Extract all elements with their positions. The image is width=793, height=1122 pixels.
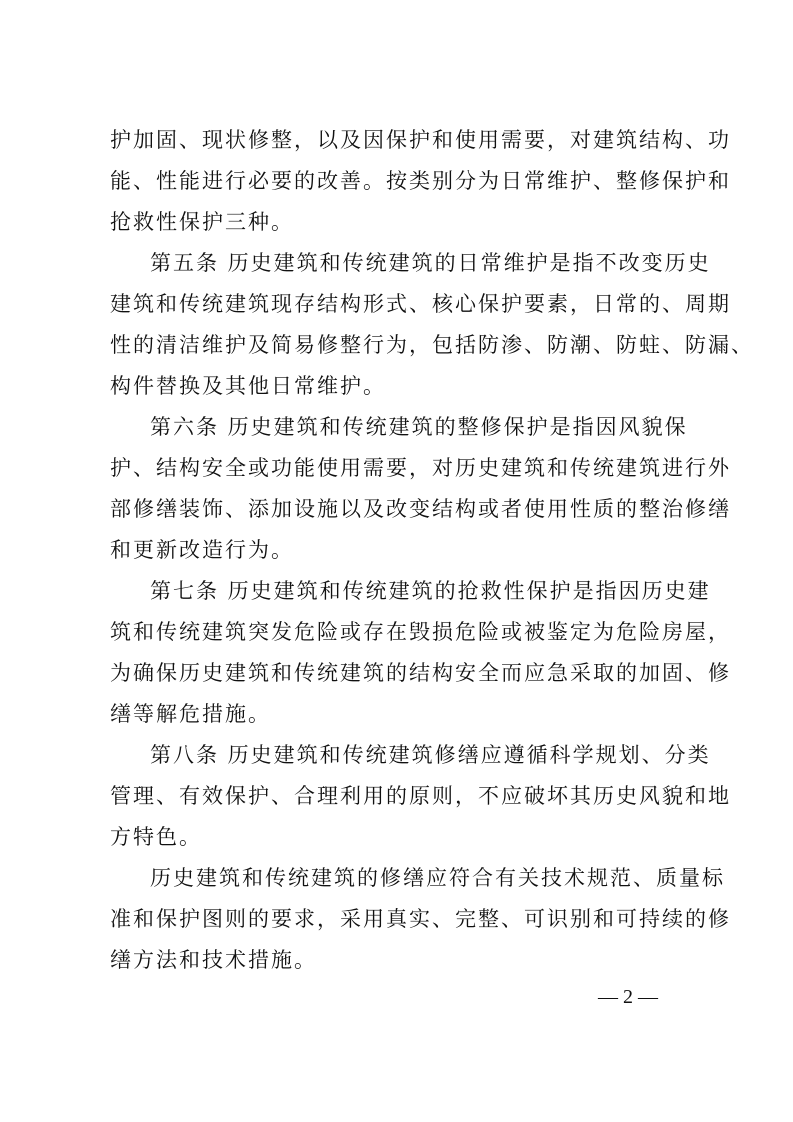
page-number: — 2 — bbox=[598, 986, 658, 1008]
text-line: 筑和传统建筑突发危险或存在毁损危险或被鉴定为危险房屋， bbox=[110, 620, 731, 644]
text-line: 和更新改造行为。 bbox=[110, 538, 294, 562]
text-line: 建筑和传统建筑现存结构形式、核心保护要素，日常的、周期 bbox=[110, 292, 731, 316]
text-line: 构件替换及其他日常维护。 bbox=[110, 374, 386, 398]
text-line: 护、结构安全或功能使用需要，对历史建筑和传统建筑进行外 bbox=[110, 456, 731, 480]
text-line: 抢救性保护三种。 bbox=[110, 210, 294, 234]
text-line: 能、性能进行必要的改善。按类别分为日常维护、整修保护和 bbox=[110, 169, 731, 193]
article-5-heading-line: 第五条 历史建筑和传统建筑的日常维护是指不改变历史 bbox=[150, 251, 711, 275]
text-line: 性的清洁维护及简易修整行为，包括防渗、防潮、防蛀、防漏、 bbox=[110, 333, 754, 357]
text-line: 方特色。 bbox=[110, 825, 202, 849]
paragraph-start-line: 历史建筑和传统建筑的修缮应符合有关技术规范、质量标 bbox=[150, 866, 725, 890]
text-line: 缮等解危措施。 bbox=[110, 702, 271, 726]
text-line: 护加固、现状修整，以及因保护和使用需要，对建筑结构、功 bbox=[110, 128, 731, 152]
article-6-heading-line: 第六条 历史建筑和传统建筑的整修保护是指因风貌保 bbox=[150, 415, 688, 439]
text-line: 管理、有效保护、合理利用的原则，不应破坏其历史风貌和地 bbox=[110, 784, 731, 808]
text-line: 为确保历史建筑和传统建筑的结构安全而应急采取的加固、修 bbox=[110, 661, 731, 685]
text-line: 缮方法和技术措施。 bbox=[110, 948, 317, 972]
article-8-heading-line: 第八条 历史建筑和传统建筑修缮应遵循科学规划、分类 bbox=[150, 743, 711, 767]
article-7-heading-line: 第七条 历史建筑和传统建筑的抢救性保护是指因历史建 bbox=[150, 579, 711, 603]
text-line: 准和保护图则的要求，采用真实、完整、可识别和可持续的修 bbox=[110, 907, 731, 931]
text-line: 部修缮装饰、添加设施以及改变结构或者使用性质的整治修缮 bbox=[110, 497, 731, 521]
